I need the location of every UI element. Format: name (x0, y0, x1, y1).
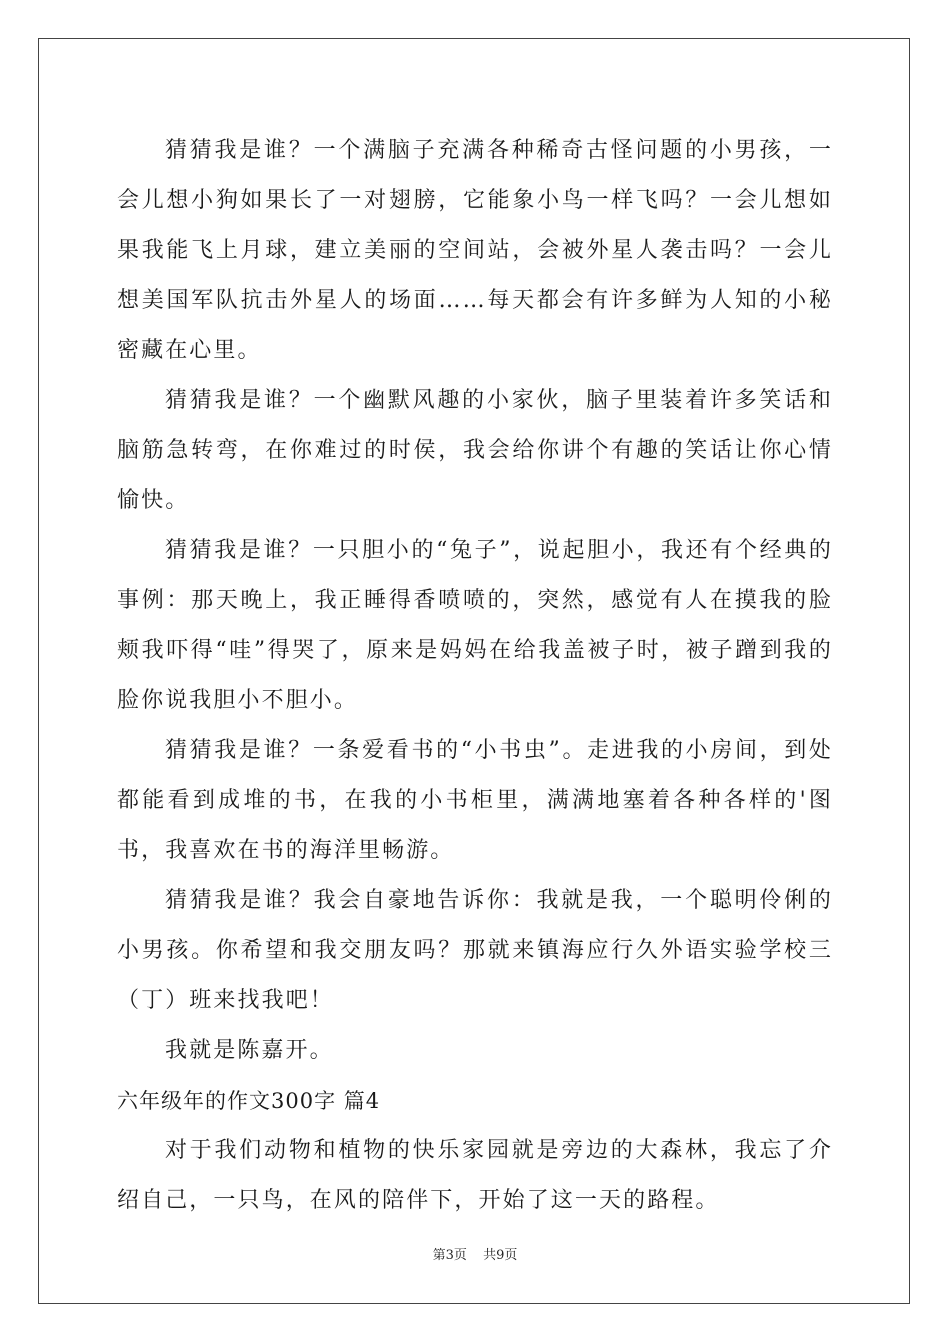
paragraph-3: 猜猜我是谁？一只胆小的“兔子”，说起胆小，我还有个经典的事例：那天晚上，我正睡得香喷喷的，突然，感觉有人在摸我的脸颊我吓得“哇”得哭了，原来是妈妈在给我盖被子时，被子蹭到我的脸你说我胆小不胆小。 (117, 538, 833, 713)
page-footer (0, 1244, 950, 1263)
paragraph-5: 猜猜我是谁？我会自豪地告诉你：我就是我，一个聪明伶俐的小男孩。你希望和我交朋友吗？那就来镇海应行久外语实验学校三（丁）班来找我吧！ (117, 888, 833, 1013)
document-body (117, 126, 833, 1226)
paragraph-7: 对于我们动物和植物的快乐家园就是旁边的大森林，我忘了介绍自己，一只鸟，在风的陪伴下，开始了这一天的路程。 (117, 1138, 833, 1213)
section-heading: 六年级年的作文300字 篇4 (117, 1089, 381, 1113)
paragraph-2: 猜猜我是谁？一个幽默风趣的小家伙，脑子里装着许多笑话和脑筋急转弯，在你难过的时侯，我会给你讲个有趣的笑话让你心情愉快。 (117, 388, 833, 513)
page-total: 共9页 (483, 1248, 518, 1263)
paragraph-6: 我就是陈嘉开。 (165, 1038, 334, 1063)
paragraph-1: 猜猜我是谁？一个满脑子充满各种稀奇古怪问题的小男孩，一会儿想小狗如果长了一对翅膀，它能象小鸟一样飞吗？一会儿想如果我能飞上月球，建立美丽的空间站，会被外星人袭击吗？一会儿想美国军队抗击外星人的场面……每天都会有许多鲜为人知的小秘密藏在心里。 (117, 138, 833, 363)
paragraph-4: 猜猜我是谁？一条爱看书的“小书虫”。走进我的小房间，到处都能看到成堆的书，在我的小书柜里，满满地塞着各种各样的'图书，我喜欢在书的海洋里畅游。 (117, 738, 833, 863)
page-number: 第3页 (432, 1248, 467, 1263)
